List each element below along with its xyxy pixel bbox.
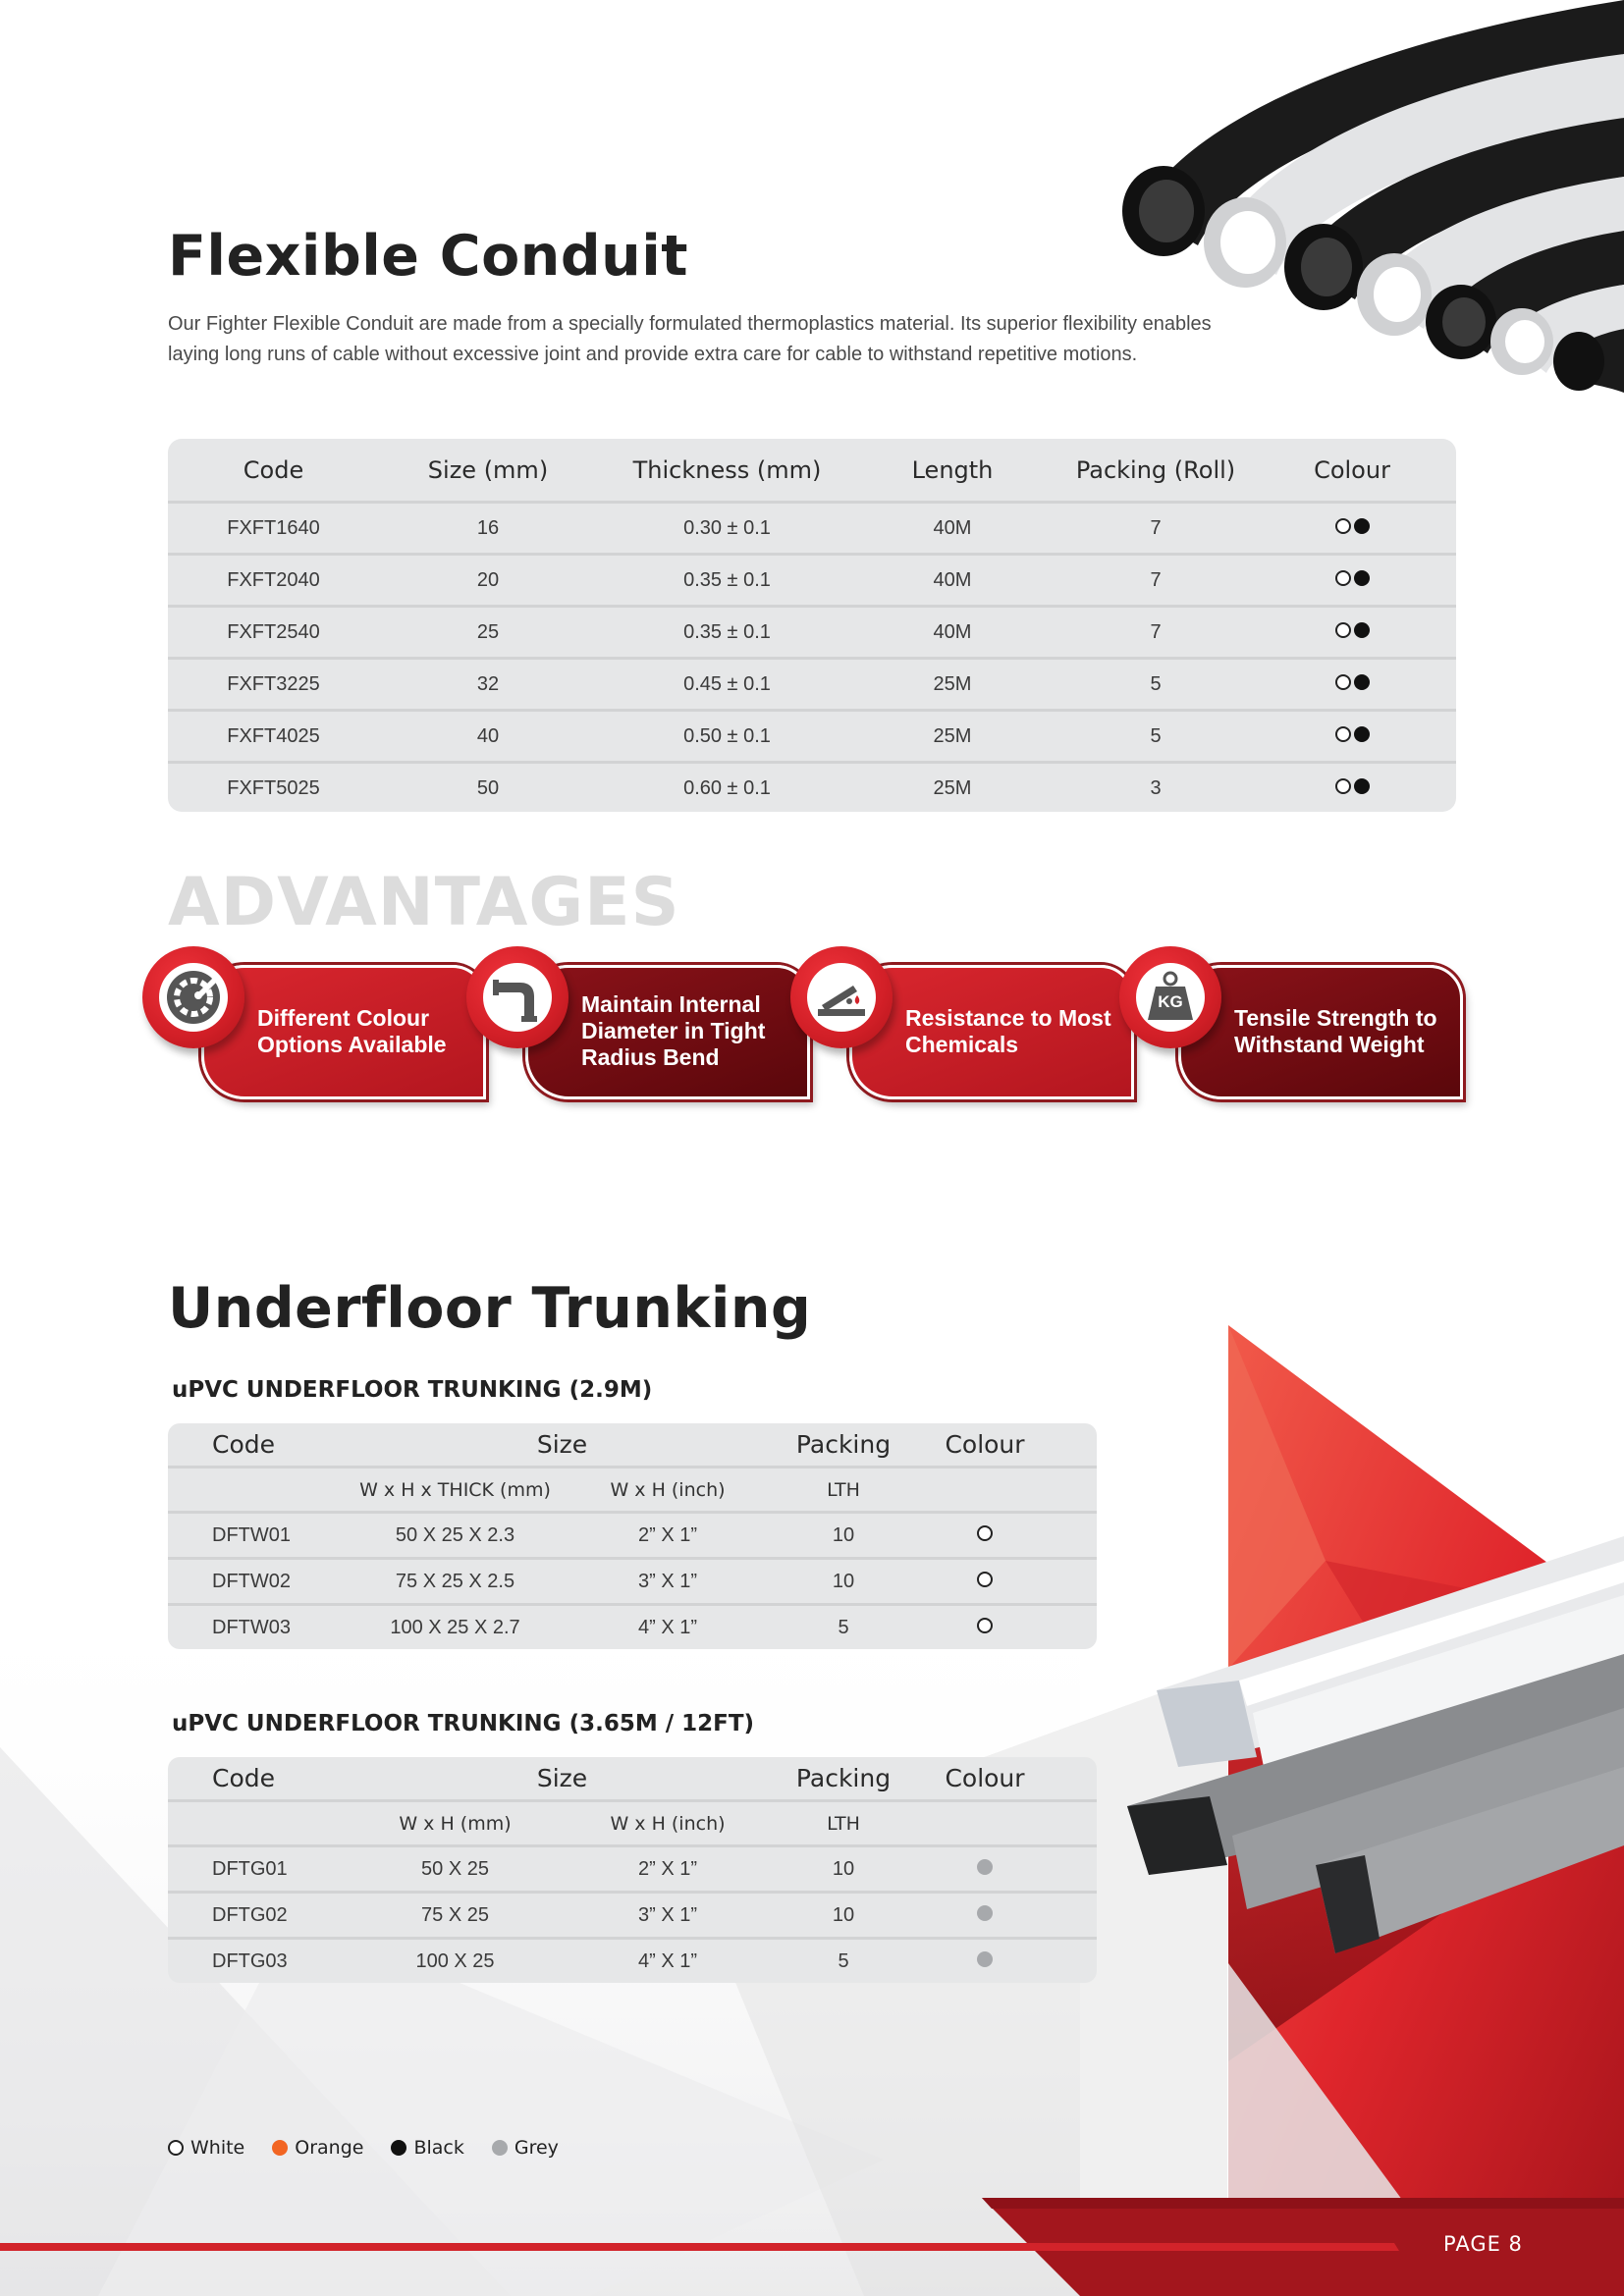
cell-size-mm: 75 X 25 X 2.5 [395, 1570, 515, 1592]
cell-packing: 10 [832, 1857, 855, 1880]
cell-thickness: 0.35 ± 0.1 [683, 620, 771, 643]
white-colour-dot [1335, 726, 1351, 742]
cell-size-mm: 50 X 25 X 2.3 [395, 1523, 515, 1546]
table-header-row [168, 439, 1456, 504]
header-packing: Packing [795, 1764, 892, 1792]
page-number: PAGE 8 [1443, 2232, 1523, 2256]
cell-colour [912, 1858, 1057, 1881]
advantage-badge [1119, 946, 1221, 1048]
cell-size: 25 [476, 620, 500, 643]
advantage-card [142, 946, 447, 1103]
white-colour-dot [1335, 518, 1351, 534]
cell-size-inch: 3” X 1” [637, 1570, 698, 1592]
pipe-bend-icon [491, 971, 544, 1024]
white-colour-dot [977, 1572, 993, 1587]
table-subheader-row [168, 1468, 1097, 1514]
cell-thickness: 0.30 ± 0.1 [683, 516, 771, 539]
grey-colour-dot [977, 1859, 993, 1875]
cell-colour [1264, 777, 1440, 800]
legend-label: Grey [514, 2137, 559, 2159]
cell-packing: 10 [832, 1570, 855, 1592]
cell-packing: 7 [1150, 620, 1162, 643]
table-row [168, 556, 1456, 608]
advantage-text: Maintain Internal Diameter in Tight Radius Bend [581, 991, 766, 1070]
cell-length: 40M [933, 516, 972, 539]
table-row [168, 1606, 1097, 1649]
table-row [168, 504, 1456, 556]
cell-colour [912, 1617, 1057, 1639]
grey-colour-dot [977, 1951, 993, 1967]
cell-length: 40M [933, 620, 972, 643]
chemical-icon [814, 970, 869, 1025]
cell-packing: 5 [1150, 724, 1162, 747]
table-subtitle: uPVC UNDERFLOOR TRUNKING (2.9M) [172, 1377, 653, 1403]
header-code: Code [243, 455, 304, 484]
cell-length: 25M [933, 724, 972, 747]
cell-code: DFTG03 [212, 1949, 288, 1972]
table-row [168, 1560, 1097, 1606]
grey-colour-dot [977, 1905, 993, 1921]
header-colour: Colour [945, 1764, 1025, 1792]
legend-label: Orange [295, 2137, 364, 2159]
black-colour-dot [1354, 570, 1370, 586]
cell-colour [1264, 673, 1440, 696]
cell-colour [1264, 725, 1440, 748]
cell-packing: 10 [832, 1523, 855, 1546]
subheader-packing: LTH [827, 1478, 860, 1501]
cell-packing: 5 [838, 1616, 849, 1638]
black-colour-dot [1354, 674, 1370, 690]
black-colour-dot [1354, 726, 1370, 742]
cell-size-mm: 100 X 25 X 2.7 [390, 1616, 520, 1638]
white-colour-dot [1335, 622, 1351, 638]
cell-size-inch: 3” X 1” [637, 1903, 698, 1926]
table-row [168, 608, 1456, 660]
white-colour-dot [1335, 674, 1351, 690]
black-colour-dot [1354, 778, 1370, 794]
advantage-card [790, 946, 1111, 1103]
cell-code: FXFT2040 [227, 568, 320, 591]
weight-icon-label: KG [1158, 992, 1183, 1011]
cell-size-inch: 2” X 1” [637, 1523, 698, 1546]
white-colour-dot [1335, 778, 1351, 794]
cell-thickness: 0.45 ± 0.1 [683, 672, 771, 695]
header-code: Code [212, 1764, 276, 1792]
grey-colour-dot [492, 2140, 508, 2156]
table-subtitle: uPVC UNDERFLOOR TRUNKING (3.65M / 12FT) [172, 1711, 755, 1736]
cell-size-inch: 2” X 1” [637, 1857, 698, 1880]
header-size: Size [536, 1764, 588, 1792]
header-length: Length [911, 455, 994, 484]
cell-size: 50 [476, 776, 500, 799]
underfloor-trunking-title: Underfloor Trunking [168, 1276, 812, 1341]
cell-packing: 5 [838, 1949, 849, 1972]
header-colour: Colour [1314, 455, 1390, 484]
underfloor-trunking-table-2 [168, 1757, 1097, 1983]
flexible-conduit-table [168, 439, 1456, 812]
cell-size: 16 [476, 516, 500, 539]
advantage-badge [790, 946, 893, 1048]
legend-item-white [168, 2137, 244, 2159]
cell-code: FXFT5025 [227, 776, 320, 799]
white-colour-dot [977, 1618, 993, 1633]
cell-code: FXFT3225 [227, 672, 320, 695]
cell-colour [1264, 517, 1440, 540]
advantage-text: Different Colour Options Available [257, 1005, 447, 1057]
flexible-conduit-title: Flexible Conduit [168, 224, 689, 289]
subheader-size-inch: W x H (inch) [610, 1478, 726, 1501]
cell-size-inch: 4” X 1” [637, 1949, 698, 1972]
cell-packing: 10 [832, 1903, 855, 1926]
cell-code: FXFT2540 [227, 620, 320, 643]
cell-code: DFTW02 [212, 1570, 291, 1592]
cell-packing: 3 [1150, 776, 1162, 799]
legend-item-orange [272, 2137, 363, 2159]
white-colour-dot [977, 1525, 993, 1541]
cell-code: FXFT4025 [227, 724, 320, 747]
cell-colour [1264, 621, 1440, 644]
cell-length: 25M [933, 776, 972, 799]
header-code: Code [212, 1430, 276, 1459]
black-colour-dot [1354, 622, 1370, 638]
table-row [168, 1894, 1097, 1940]
table-header-row [168, 1423, 1097, 1468]
table-row [168, 660, 1456, 712]
legend-item-black [391, 2137, 463, 2159]
advantage-text: Tensile Strength to Withstand Weight [1234, 1005, 1437, 1057]
advantage-text: Resistance to Most Chemicals [905, 1005, 1111, 1057]
subheader-size-inch: W x H (inch) [610, 1812, 726, 1835]
colour-picker-icon [166, 970, 221, 1025]
black-colour-dot [1354, 518, 1370, 534]
table-row [168, 764, 1456, 812]
cell-length: 40M [933, 568, 972, 591]
header-packing: Packing [795, 1430, 892, 1459]
cell-thickness: 0.50 ± 0.1 [683, 724, 771, 747]
table-row [168, 1514, 1097, 1560]
cell-code: DFTG02 [212, 1903, 288, 1926]
legend-item-grey [492, 2137, 559, 2159]
black-colour-dot [391, 2140, 406, 2156]
cell-colour [912, 1904, 1057, 1927]
cell-thickness: 0.35 ± 0.1 [683, 568, 771, 591]
legend-label: Black [413, 2137, 464, 2159]
cell-size-mm: 50 X 25 [421, 1857, 489, 1880]
header-size: Size (mm) [427, 455, 549, 484]
cell-size-mm: 100 X 25 [415, 1949, 495, 1972]
advantage-badge [142, 946, 244, 1048]
table-row [168, 1940, 1097, 1983]
cell-code: DFTW03 [212, 1616, 291, 1638]
subheader-packing: LTH [827, 1812, 860, 1835]
orange-colour-dot [272, 2140, 288, 2156]
colour-legend [168, 2137, 559, 2159]
cell-size: 40 [476, 724, 500, 747]
cell-colour [1264, 569, 1440, 592]
header-packing: Packing (Roll) [1075, 455, 1236, 484]
white-colour-dot [1335, 570, 1351, 586]
cell-size: 32 [476, 672, 500, 695]
flexible-conduit-description: Our Fighter Flexible Conduit are made from a specially formulated thermoplastics material. Its superior flexibility enables laying long runs of cable without excessive joint and provide extra care for cable to withstand repetitive motions. [168, 313, 1212, 365]
table-header-row [168, 1757, 1097, 1802]
cell-colour [912, 1524, 1057, 1547]
cell-size-mm: 75 X 25 [421, 1903, 489, 1926]
cell-packing: 7 [1150, 568, 1162, 591]
table-row [168, 712, 1456, 764]
cell-colour [912, 1571, 1057, 1593]
cell-length: 25M [933, 672, 972, 695]
subheader-size-mm: W x H x THICK (mm) [359, 1478, 551, 1501]
cell-code: FXFT1640 [227, 516, 320, 539]
white-colour-dot [168, 2140, 184, 2156]
underfloor-trunking-table-1 [168, 1423, 1097, 1649]
cell-thickness: 0.60 ± 0.1 [683, 776, 771, 799]
subheader-size-mm: W x H (mm) [399, 1812, 512, 1835]
advantage-card [466, 946, 766, 1103]
advantages-title: ADVANTAGES [168, 864, 680, 941]
table-subheader-row [168, 1802, 1097, 1847]
cell-size: 20 [476, 568, 500, 591]
header-colour: Colour [945, 1430, 1025, 1459]
cell-packing: 5 [1150, 672, 1162, 695]
cell-code: DFTG01 [212, 1857, 288, 1880]
cell-size-inch: 4” X 1” [637, 1616, 698, 1638]
advantage-badge [466, 946, 568, 1048]
cell-packing: 7 [1150, 516, 1162, 539]
cell-code: DFTW01 [212, 1523, 291, 1546]
header-thickness: Thickness (mm) [632, 455, 822, 484]
advantage-card [1119, 946, 1437, 1103]
legend-label: White [190, 2137, 245, 2159]
cell-colour [912, 1950, 1057, 1973]
header-size: Size [536, 1430, 588, 1459]
table-row [168, 1847, 1097, 1894]
